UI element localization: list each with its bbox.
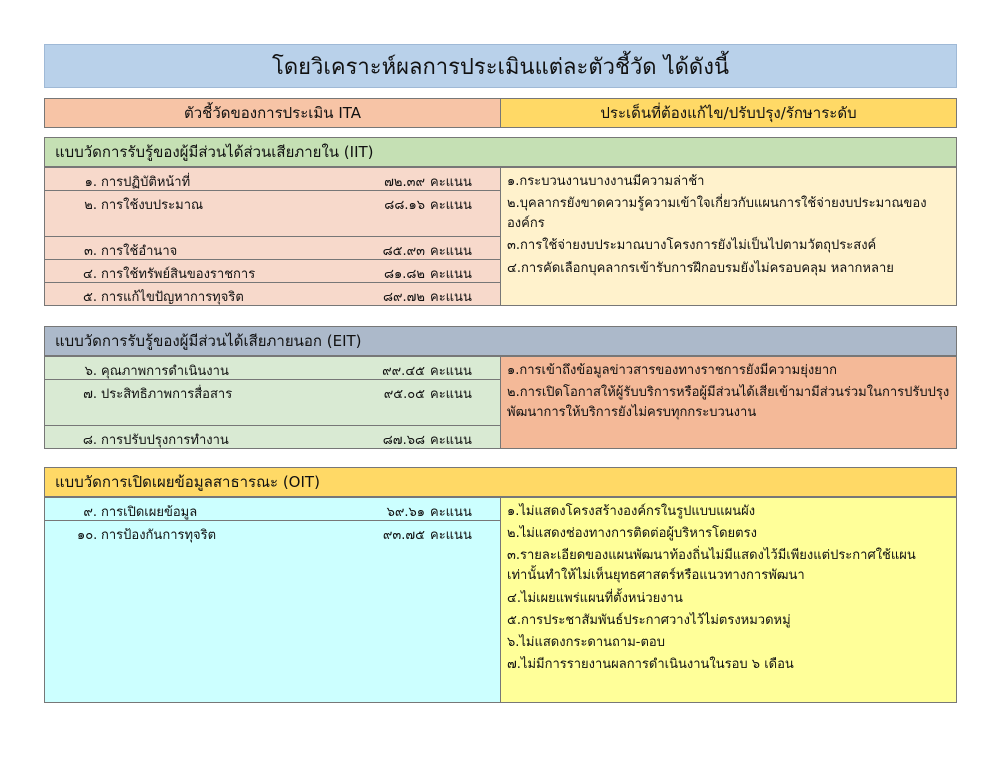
issue-item: ๖.ไม่แสดงกระดานถาม-ตอบ — [507, 634, 665, 650]
indicator-score: ๖๙.๖๑ — [386, 505, 425, 520]
indicator-score: ๘๘.๑๖ — [384, 198, 425, 213]
indicator-number: ๓. — [83, 244, 97, 259]
indicator-score: ๗๒.๓๙ — [384, 175, 425, 190]
table-row — [44, 190, 501, 237]
issues-list-iit — [500, 167, 957, 306]
issue-item: ๑.การเข้าถึงข้อมูลข่าวสารของทางราชการยังมีความยุ่งยาก — [507, 363, 837, 378]
section-header-eit: แบบวัดการรับรู้ของผู้มีส่วนได้เสียภายนอก (EIT) — [44, 326, 957, 356]
table-row — [44, 167, 501, 191]
indicator-number: ๖. — [84, 364, 97, 379]
indicator-number: ๙. — [83, 505, 97, 520]
indicator-score: ๙๙.๔๕ — [382, 364, 425, 379]
issue-item: ๔.การคัดเลือกบุคลากรเข้ารับการฝึกอบรมยังไม่ครอบคลุม หลากหลาย — [507, 260, 894, 276]
indicator-name: การปรับปรุงการทำงาน — [101, 433, 229, 448]
indicator-score: ๘๕.๙๓ — [382, 244, 425, 259]
issues-list-oit — [500, 497, 957, 703]
indicator-number: ๗. — [83, 387, 97, 402]
table-row — [44, 379, 501, 426]
score-unit: คะแนน — [430, 528, 472, 543]
indicator-name: การแก้ไขปัญหาการทุจริต — [101, 290, 244, 305]
indicator-name: การป้องกันการทุจริต — [101, 528, 217, 543]
indicator-number: ๘. — [82, 433, 97, 448]
score-unit: คะแนน — [430, 364, 472, 379]
indicator-name: การใช้ทรัพย์สินของราชการ — [101, 267, 256, 282]
indicator-score: ๙๕.๐๕ — [383, 387, 425, 402]
indicator-score: ๙๓.๗๕ — [382, 528, 425, 543]
indicator-score: ๘๑.๘๒ — [383, 267, 425, 282]
issue-item: ๑.ไม่แสดงโครงสร้างองค์กรในรูปแบบแผนผัง — [507, 504, 756, 519]
table-row — [44, 236, 501, 260]
indicator-score: ๘๙.๗๒ — [382, 290, 425, 305]
score-unit: คะแนน — [430, 505, 472, 520]
indicator-number: ๑. — [84, 175, 97, 190]
score-unit: คะแนน — [430, 244, 472, 259]
indicator-name: การใช้งบประมาณ — [101, 198, 204, 213]
table-row — [44, 282, 501, 306]
indicator-name: ประสิทธิภาพการสื่อสาร — [101, 387, 233, 402]
table-row — [44, 425, 501, 449]
indicator-name: การปฏิบัติหน้าที่ — [101, 175, 191, 190]
table-row — [44, 497, 501, 521]
indicator-number: ๕. — [83, 290, 97, 305]
issue-item: ๒.บุคลากรยังขาดความรู้ความเข้าใจเกี่ยวกับแผนการใช้จ่ายงบประมาณของ องค์กร — [507, 196, 927, 232]
indicator-number: ๔. — [83, 267, 97, 282]
issue-item: ๓.การใช้จ่ายงบประมาณบางโครงการยังไม่เป็นไปตามวัตถุประสงค์ — [507, 238, 877, 254]
score-unit: คะแนน — [430, 387, 472, 402]
issue-item: ๒.การเปิดโอกาสให้ผู้รับบริการหรือผู้มีส่วนได้เสียเข้ามามีส่วนร่วมในการปรับปรุง พัฒนาการให้บริการยังไม่ครบทุกกระบวนงาน — [507, 385, 950, 421]
indicator-name: การใช้อำนาจ — [101, 244, 178, 259]
score-unit: คะแนน — [430, 290, 472, 305]
indicator-score: ๘๗.๖๘ — [382, 433, 425, 448]
indicator-column-header: ตัวชี้วัดของการประเมิน ITA — [44, 98, 501, 128]
score-unit: คะแนน — [430, 433, 472, 448]
table-row — [44, 520, 501, 703]
issue-item: ๔.ไม่เผยแพร่แผนที่ตั้งหน่วยงาน — [507, 590, 683, 606]
score-unit: คะแนน — [430, 175, 472, 190]
issues-column-header: ประเด็นที่ต้องแก้ไข/ปรับปรุง/รักษาระดับ — [500, 98, 957, 128]
section-header-iit: แบบวัดการรับรู้ของผู้มีส่วนได้ส่วนเสียภายใน (IIT) — [44, 137, 957, 167]
issue-item: ๑.กระบวนงานบางงานมีความล่าช้า — [507, 174, 705, 189]
indicator-name: คุณภาพการดำเนินงาน — [101, 364, 229, 379]
section-header-oit: แบบวัดการเปิดเผยข้อมูลสาธารณะ (OIT) — [44, 467, 957, 497]
issue-item: ๒.ไม่แสดงช่องทางการติดต่อผู้บริหารโดยตรง — [507, 526, 757, 542]
issues-list-eit — [500, 356, 957, 449]
issue-item: ๕.การประชาสัมพันธ์ประกาศวางไว้ไม่ตรงหมวดหมู่ — [507, 612, 791, 628]
score-unit: คะแนน — [430, 267, 472, 282]
issue-item: ๓.รายละเอียดของแผนพัฒนาท้องถิ่นไม่มีแสดงไว้มีเพียงแต่ประกาศใช้แผน เท่านั้นทำให้ไม่เห็นยุทธศาสตร์หรือแนวทางการพัฒนา — [507, 548, 916, 584]
indicator-number: ๑๐. — [77, 528, 98, 543]
page-title: โดยวิเคราะห์ผลการประเมินแต่ละตัวชี้วัด ได้ดังนี้ — [44, 44, 957, 88]
table-row — [44, 259, 501, 283]
table-row — [44, 356, 501, 380]
score-unit: คะแนน — [430, 198, 472, 213]
indicator-name: การเปิดเผยข้อมูล — [101, 505, 198, 520]
issue-item: ๗.ไม่มีการรายงานผลการดำเนินงานในรอบ ๖ เดือน — [507, 656, 794, 672]
indicator-number: ๒. — [84, 198, 97, 213]
